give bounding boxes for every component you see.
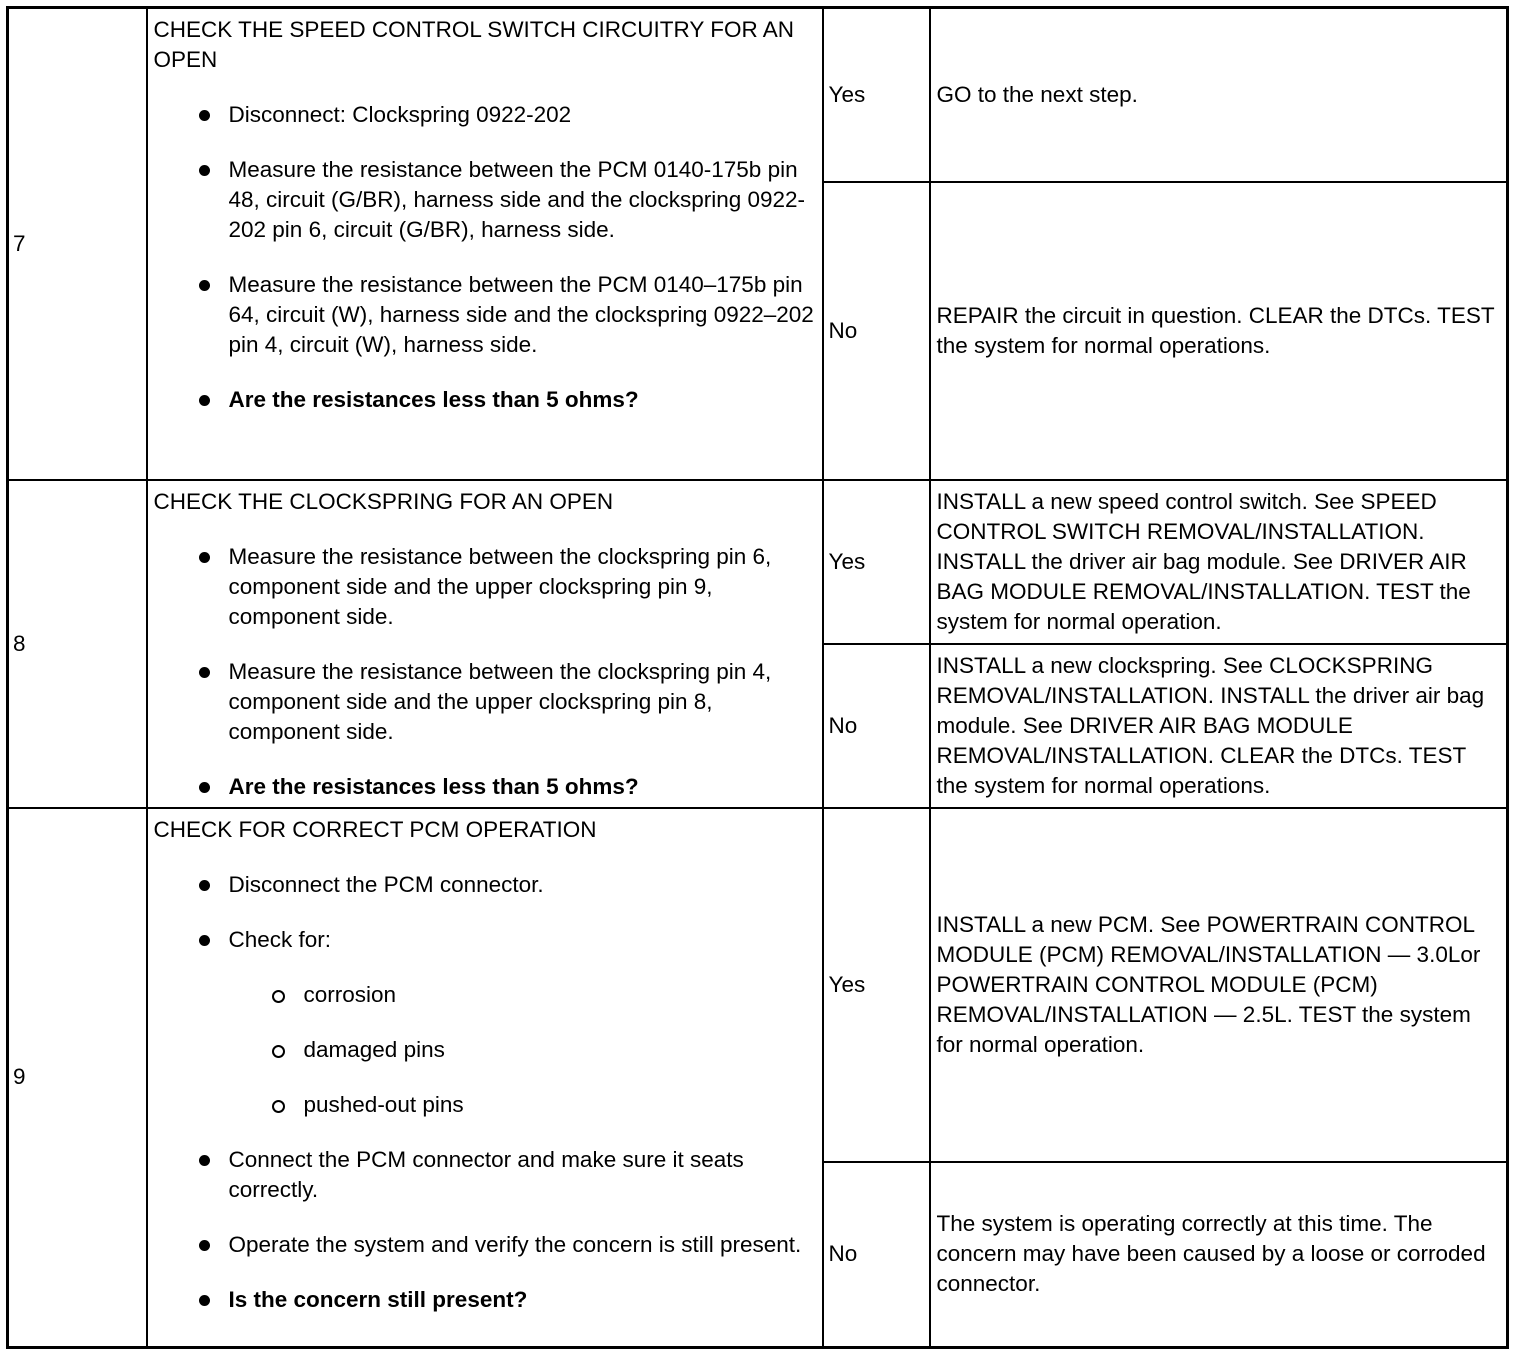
step-instructions (147, 480, 823, 808)
answer-no: No (823, 182, 930, 480)
step-items (154, 100, 816, 415)
action-yes: INSTALL a new speed control switch. See SPEED CONTROL SWITCH REMOVAL/INSTALLATION. INSTALL the driver air bag module. See DRIVER AIR BAG MODULE REMOVAL/INSTALLATION. TEST the system for normal operation. (930, 480, 1508, 644)
step-item-check (154, 925, 816, 1120)
step-item: Measure the resistance between the clockspring pin 4, component side and the upper clockspring pin 8, component side. (154, 657, 816, 747)
check-subitems (229, 980, 816, 1120)
action-no: INSTALL a new clockspring. See CLOCKSPRING REMOVAL/INSTALLATION. INSTALL the driver air bag module. See DRIVER AIR BAG MODULE REMOVAL/INSTALLATION. CLEAR the DTCs. TEST the system for normal operations. (930, 644, 1508, 808)
step-9-yes-row (8, 808, 1508, 1162)
sub-item: pushed-out pins (229, 1090, 816, 1120)
step-instructions (147, 8, 823, 480)
step-items (154, 870, 816, 1315)
step-question: Are the resistances less than 5 ohms? (154, 385, 816, 415)
step-question: Are the resistances less than 5 ohms? (154, 772, 816, 802)
step-instructions (147, 808, 823, 1348)
step-7-yes-row (8, 8, 1508, 182)
step-8-yes-row (8, 480, 1508, 644)
step-item: Measure the resistance between the clockspring pin 6, component side and the upper clockspring pin 9, component side. (154, 542, 816, 632)
step-number: 7 (8, 8, 147, 480)
step-items (154, 542, 816, 802)
step-item: Disconnect the PCM connector. (154, 870, 816, 900)
sub-item: damaged pins (229, 1035, 816, 1065)
step-item: Measure the resistance between the PCM 0140–175b pin 64, circuit (W), harness side and the clockspring 0922–202 pin 4, circuit (W), harness side. (154, 270, 816, 360)
step-title: CHECK THE SPEED CONTROL SWITCH CIRCUITRY FOR AN OPEN (153, 17, 794, 72)
answer-yes: Yes (823, 8, 930, 182)
action-no: The system is operating correctly at this time. The concern may have been caused by a loose or corroded connector. (930, 1162, 1508, 1348)
diagnostic-table (6, 6, 1509, 1349)
step-title: CHECK FOR CORRECT PCM OPERATION (153, 816, 597, 842)
step-item: Disconnect: Clockspring 0922-202 (154, 100, 816, 130)
answer-yes: Yes (823, 480, 930, 644)
action-no: REPAIR the circuit in question. CLEAR the DTCs. TEST the system for normal operations. (930, 182, 1508, 480)
step-number: 8 (8, 480, 147, 808)
step-title: CHECK THE CLOCKSPRING FOR AN OPEN (153, 488, 614, 514)
answer-no: No (823, 1162, 930, 1348)
step-item: Measure the resistance between the PCM 0140-175b pin 48, circuit (G/BR), harness side and the clockspring 0922-202 pin 6, circuit (G/BR), harness side. (154, 155, 816, 245)
step-item: Connect the PCM connector and make sure it seats correctly. (154, 1145, 816, 1205)
step-question: Is the concern still present? (154, 1285, 816, 1315)
answer-no: No (823, 644, 930, 808)
answer-yes: Yes (823, 808, 930, 1162)
step-number: 9 (8, 808, 147, 1348)
step-item: Operate the system and verify the concern is still present. (154, 1230, 816, 1260)
action-yes: GO to the next step. (930, 8, 1508, 182)
sub-item: corrosion (229, 980, 816, 1010)
check-label: Check for: (228, 926, 332, 952)
action-yes: INSTALL a new PCM. See POWERTRAIN CONTROL MODULE (PCM) REMOVAL/INSTALLATION — 3.0Lor POWERTRAIN CONTROL MODULE (PCM) REMOVAL/INSTALLATION — 2.5L. TEST the system for normal operation. (930, 808, 1508, 1162)
